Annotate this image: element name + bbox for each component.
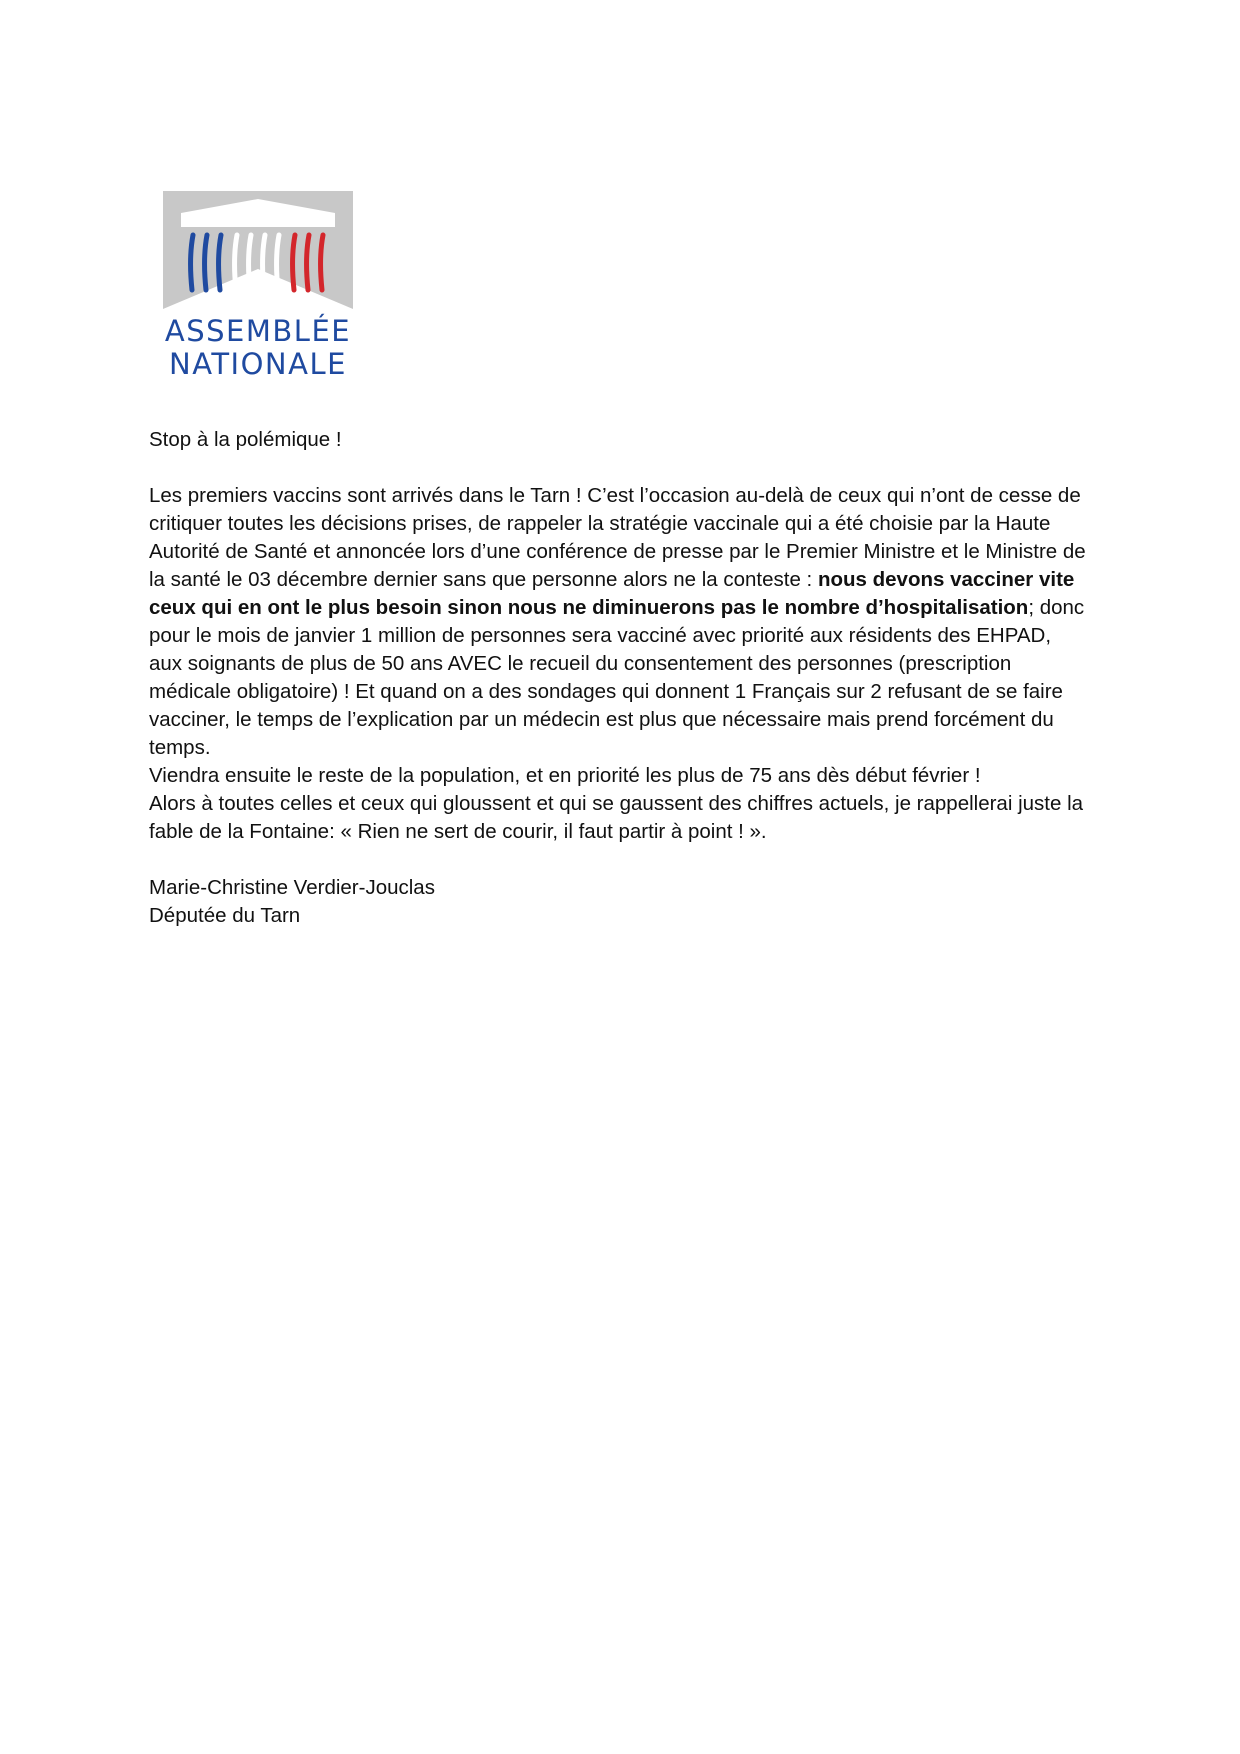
logo-column-blue-3	[219, 235, 221, 290]
paragraph-1-emphasis: nous devons vacciner vite ceux qui en ont le plus besoin sinon nous ne diminuerons pas le nombre d’hospitalisation	[149, 568, 1075, 619]
logo-column-white-2	[249, 235, 251, 290]
logo-column-red-2	[307, 235, 309, 290]
logo-column-blue-1	[191, 235, 193, 290]
logo-column-white-3	[263, 235, 265, 290]
logo-wordmark-line1: ASSEMBLÉE	[164, 314, 352, 348]
logo-column-white-1	[235, 235, 237, 290]
signature-title: Députée du Tarn	[149, 904, 301, 927]
letter-paragraph-3: Alors à toutes celles et ceux qui gloussent et qui se gaussent des chiffres actuels, je rappellerai juste la fable de la Fontaine: « Rien ne sert de courir, il faut partir à point ! ».	[149, 792, 1084, 843]
logo-wordmark-line2: NATIONALE	[169, 347, 347, 381]
logo-column-white-4	[277, 235, 279, 290]
letter-paragraph-2: Viendra ensuite le reste de la population, et en priorité les plus de 75 ans dès début février !	[149, 764, 981, 787]
paragraph-spacer	[149, 846, 1089, 874]
logo-column-blue-2	[205, 235, 207, 290]
logo-entablature	[181, 221, 335, 227]
assemblee-nationale-emblem	[163, 191, 353, 381]
paragraph-1-intro: Les premiers vaccins sont arrivés dans le Tarn ! C’est l’occasion au-delà de ceux qui n’ont de cesse de critiquer toutes les décisions prises, de rappeler la stratégie vaccinale qui a été choisie par la Haute Autorité de Santé et annoncée lors d’une conférence de presse par le Premier Ministre et le Ministre de la santé le 03 décembre dernier sans que personne alors ne la conteste :	[149, 484, 1086, 591]
paragraph-1-continuation: ; donc pour le mois de janvier 1 million de personnes sera vacciné avec priorité aux résidents des EHPAD, aux soignants de plus de 50 ans AVEC le recueil du consentement des personnes (prescription médicale obligatoire) ! Et quand on a des sondages qui donnent 1 Français sur 2 refusant de se faire vacciner, le temps de l’explication par un médecin est plus que nécessaire mais prend forcément du temps.	[149, 596, 1085, 759]
logo-column-red-1	[293, 235, 295, 290]
assemblee-nationale-logo	[163, 191, 353, 381]
signature-name: Marie-Christine Verdier-Jouclas	[149, 876, 435, 899]
logo-column-red-3	[321, 235, 323, 290]
letter-body	[149, 426, 1089, 930]
letter-paragraph-1	[149, 482, 1089, 762]
letter-title: Stop à la polémique !	[149, 428, 342, 451]
